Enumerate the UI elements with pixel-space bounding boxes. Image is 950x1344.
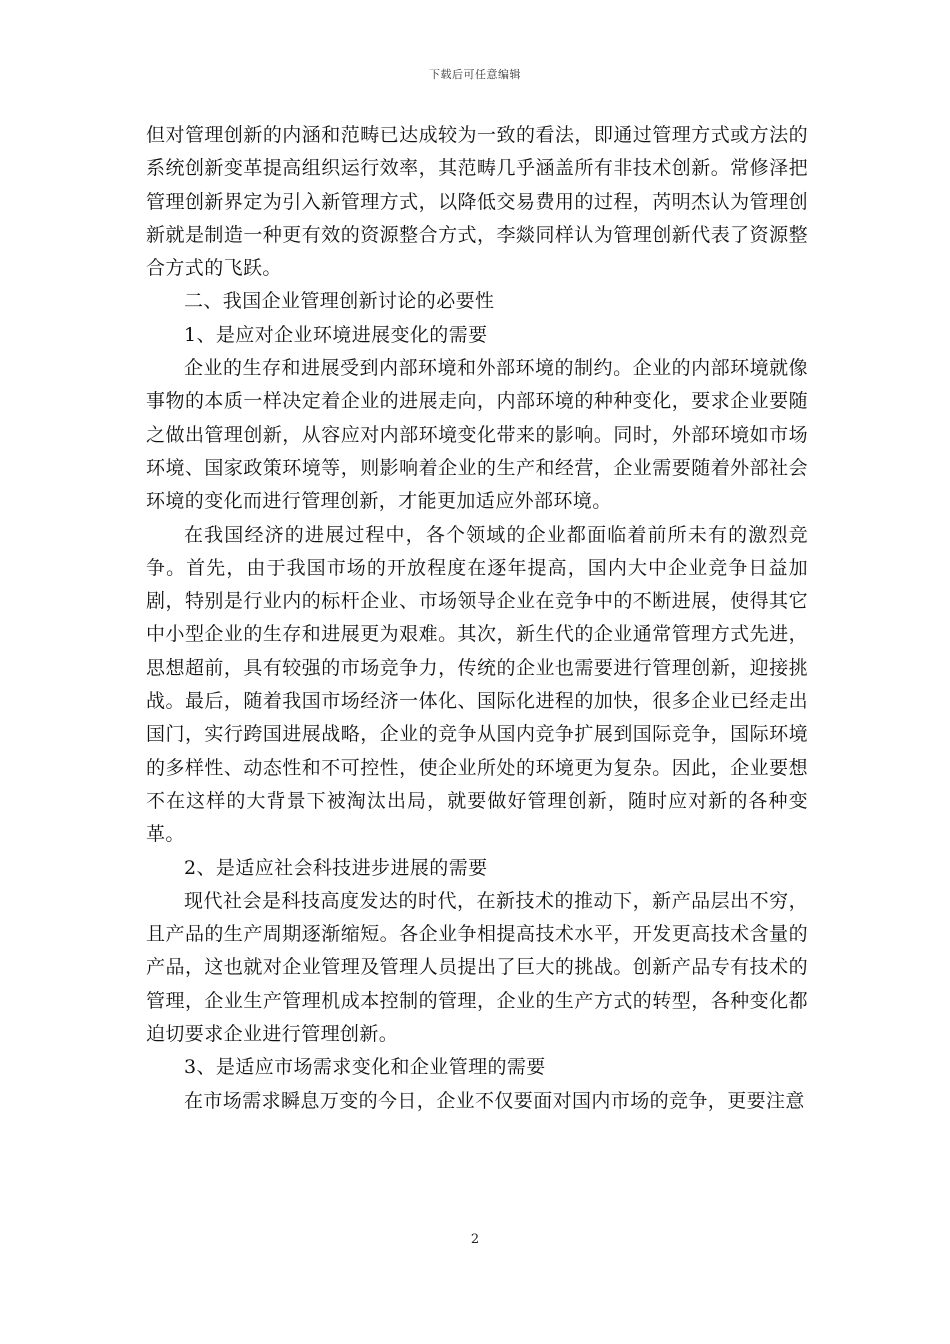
paragraph: 在市场需求瞬息万变的今日，企业不仅要面对国内市场的竞争，更要注意	[184, 1089, 805, 1112]
paragraph: 现代社会是科技高度发达的时代，在新技术的推动下，新产品层出不穷，且产品的生产周期逐渐缩短。各企业争相提高技术水平，开发更高技术含量的产品，这也就对企业管理及管理人员提出了巨大的挑战。创新产品专有技术的管理，企业生产管理机成本控制的管理，企业的生产方式的转型，各种变化都迫切要求企业进行管理创新。	[146, 889, 808, 1046]
subsection-heading-2: 2、是适应社会科技进步进展的需要	[184, 856, 488, 879]
paragraph-continuation: 但对管理创新的内涵和范畴已达成较为一致的看法，即通过管理方式或方法的系统创新变革提高组织运行效率，其范畴几乎涵盖所有非技术创新。常修泽把管理创新界定为引入新管理方式，以降低交易费用的过程，芮明杰认为管理创新就是制造一种更有效的资源整合方式，李燚同样认为管理创新代表了资源整合方式的飞跃。	[146, 124, 808, 280]
paragraph: 在我国经济的进展过程中，各个领域的企业都面临着前所未有的激烈竞争。首先，由于我国市场的开放程度在逐年提高，国内大中企业竞争日益加剧，特别是行业内的标杆企业、市场领导企业在竞争中的不断进展，使得其它中小型企业的生存和进展更为艰难。其次，新生代的企业通常管理方式先进，思想超前，具有较强的市场竞争力，传统的企业也需要进行管理创新，迎接挑战。最后，随着我国市场经济一体化、国际化进程的加快，很多企业已经走出国门，实行跨国进展战略，企业的竞争从国内竞争扩展到国际竞争，国际环境的多样性、动态性和不可控性，使企业所处的环境更为复杂。因此，企业要想不在这样的大背景下被淘汰出局，就要做好管理创新，随时应对新的各种变革。	[146, 523, 808, 846]
page-number: 2	[470, 1232, 480, 1247]
subsection-heading-1: 1、是应对企业环境进展变化的需要	[184, 323, 488, 346]
page-header: 下载后可任意编辑	[429, 68, 521, 81]
document-body	[146, 119, 808, 1118]
paragraph: 企业的生存和进展受到内部环境和外部环境的制约。企业的内部环境就像事物的本质一样决定着企业的进展走向，内部环境的种种变化，要求企业要随之做出管理创新，从容应对内部环境变化带来的影响。同时，外部环境如市场环境、国家政策环境等，则影响着企业的生产和经营，企业需要随着外部社会环境的变化而进行管理创新，才能更加适应外部环境。	[146, 357, 808, 513]
section-heading: 二、我国企业管理创新讨论的必要性	[184, 290, 495, 313]
subsection-heading-3: 3、是适应市场需求变化和企业管理的需要	[184, 1056, 546, 1079]
